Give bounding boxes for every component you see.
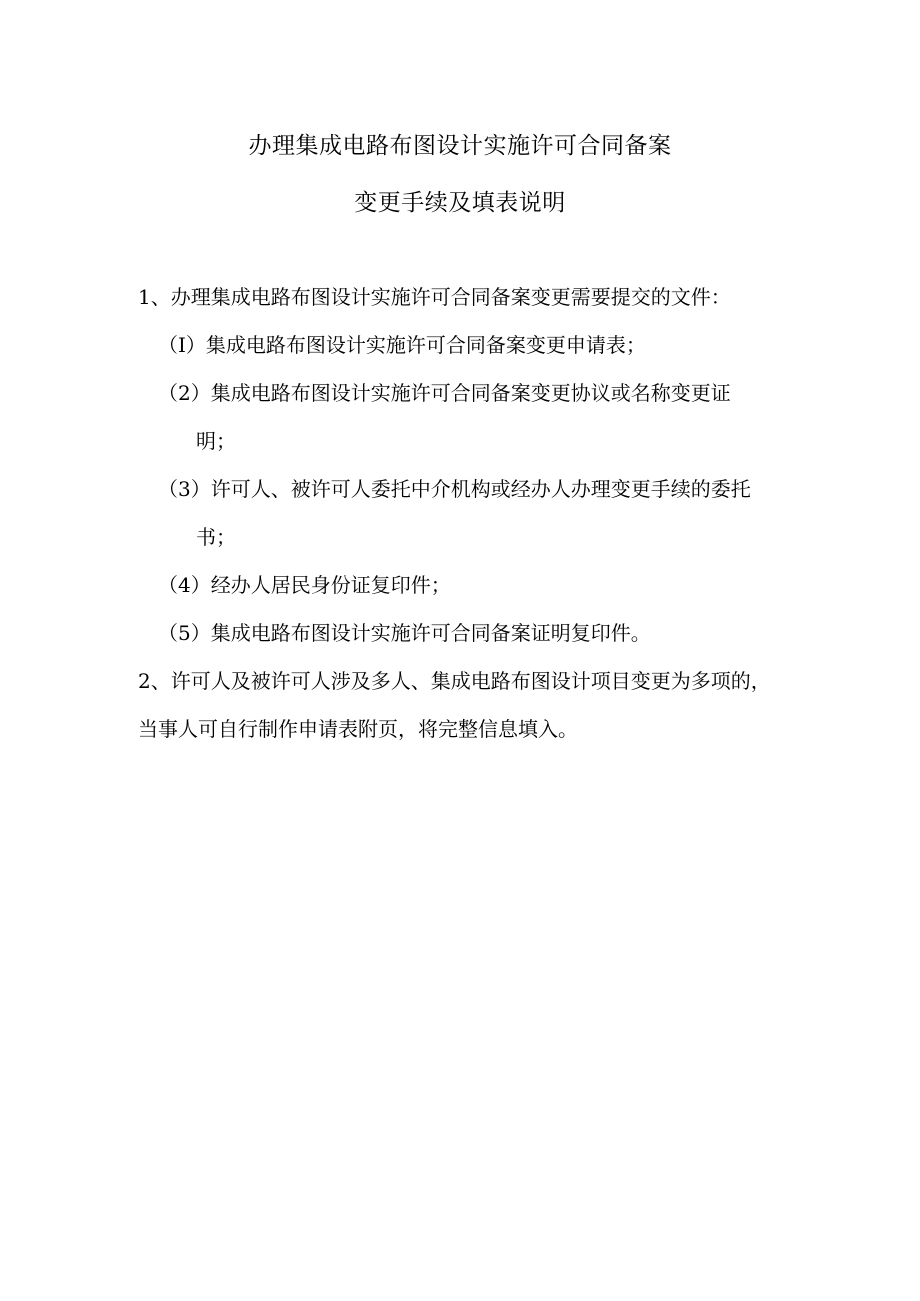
list-item-2-continuation: 明； (196, 429, 236, 453)
list-item-4: （4）经办人居民身份证复印件； (158, 573, 451, 597)
section-2-line-2: 当事人可自行制作申请表附页，将完整信息填入。 (138, 717, 578, 741)
section-1-heading: 1、办理集成电路布图设计实施许可合同备案变更需要提交的文件： (138, 285, 731, 309)
list-item-3: （3）许可人、被许可人委托中介机构或经办人办理变更手续的委托 (158, 477, 751, 501)
list-item-1: （I）集成电路布图设计实施许可合同备案变更申请表； (158, 333, 646, 357)
section-2-line-1: 2、许可人及被许可人涉及多人、集成电路布图设计项目变更为多项的， (138, 669, 771, 693)
document-title-line-1: 办理集成电路布图设计实施许可合同备案 (248, 133, 672, 159)
document-title-line-2: 变更手续及填表说明 (354, 190, 566, 216)
list-item-5: （5）集成电路布图设计实施许可合同备案证明复印件。 (158, 621, 651, 645)
list-item-2: （2）集成电路布图设计实施许可合同备案变更协议或名称变更证 (158, 381, 731, 405)
list-item-3-continuation: 书； (196, 525, 236, 549)
